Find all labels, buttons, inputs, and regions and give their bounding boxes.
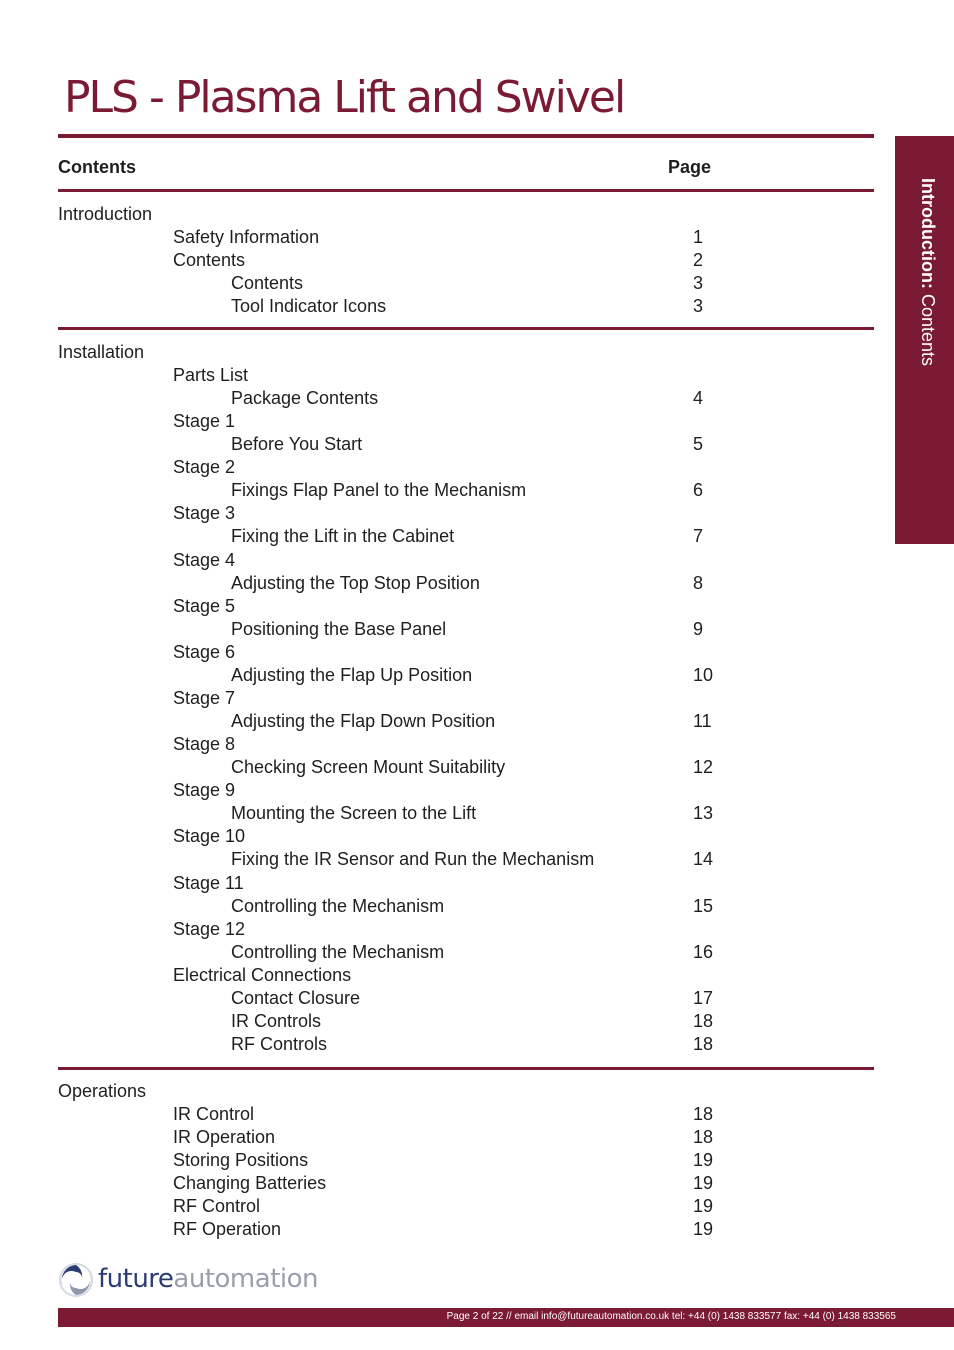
toc-entry-label: Controlling the Mechanism [231, 895, 445, 916]
footer-bar [58, 1308, 954, 1327]
section-divider [58, 1067, 874, 1070]
toc-entry-page: 19 [693, 1150, 714, 1170]
toc-entry-page: 3 [693, 296, 704, 316]
toc-entry-page: 11 [693, 711, 712, 732]
toc-entry-label: IR Controls [231, 1010, 322, 1031]
toc-entry-label: Stage 3 [173, 503, 236, 524]
toc-entry-page: 14 [693, 849, 714, 870]
company-logo [58, 1262, 318, 1302]
toc-entry-page: 9 [693, 618, 704, 639]
header-bottom-rule [58, 189, 874, 192]
toc-entry-label: Contents [231, 273, 304, 293]
toc-entry-label: Stage 9 [173, 780, 236, 801]
toc-entry-page: 10 [693, 664, 714, 685]
toc-entry-label: Package Contents [231, 388, 379, 409]
toc-entry-page: 13 [693, 803, 714, 824]
side-tab-page: Contents [918, 294, 938, 367]
toc-entry-label: Mounting the Screen to the Lift [231, 803, 477, 824]
toc-entry-page: 19 [693, 1173, 714, 1193]
toc-entry-label: Electrical Connections [173, 964, 352, 985]
toc-entry-label: Stage 7 [173, 687, 236, 708]
toc-entry-label: Tool Indicator Icons [231, 296, 387, 316]
toc-entry-label: Stage 5 [173, 595, 236, 616]
toc-entry-page: 18 [693, 1034, 714, 1055]
toc-entry-label: RF Controls [231, 1034, 328, 1055]
logo-wordmark: futureautomation [98, 1264, 318, 1294]
toc-entry-page: 18 [693, 1104, 714, 1124]
side-tab-text [917, 178, 938, 366]
toc-entry-label: IR Operation [173, 1127, 276, 1147]
toc-entry-label: Fixing the IR Sensor and Run the Mechanism [231, 849, 595, 870]
toc-entry-label: Safety Information [173, 227, 320, 247]
toc-entry-page: 8 [693, 572, 704, 593]
toc-entry-label: Adjusting the Flap Up Position [231, 664, 473, 685]
toc-entry-page: 5 [693, 434, 704, 455]
toc-entry-page: 4 [693, 388, 704, 409]
toc-entry-label: Stage 6 [173, 641, 236, 662]
toc-entry-label: Stage 10 [173, 826, 246, 847]
section-heading-label: Installation [58, 342, 145, 362]
toc-entry-page: 3 [693, 273, 704, 293]
toc-entry-page: 17 [693, 987, 714, 1008]
toc-entry-page: 2 [693, 250, 704, 270]
toc-entry-page: 16 [693, 941, 714, 962]
toc-entry-label: Stage 1 [173, 411, 236, 432]
toc-entry-label: Stage 8 [173, 734, 236, 755]
section-heading-label: Operations [58, 1081, 147, 1101]
toc-entry-page: 15 [693, 895, 714, 916]
toc-entry-label: Changing Batteries [173, 1173, 327, 1193]
section-divider [58, 327, 874, 330]
toc-entry-label: Checking Screen Mount Suitability [231, 757, 506, 778]
toc-entry-page: 19 [693, 1219, 714, 1239]
toc-entry-label: Parts List [173, 365, 249, 385]
toc-entry-label: Fixing the Lift in the Cabinet [231, 526, 455, 547]
side-tab-section: Introduction: [918, 178, 938, 289]
toc-entry-label: Stage 11 [173, 872, 244, 893]
toc-entry-label: Contact Closure [231, 987, 361, 1008]
page-column-label: Page [668, 157, 712, 177]
toc-entry-page: 18 [693, 1127, 714, 1147]
toc-entry-page: 6 [693, 480, 704, 501]
toc-entry-label: Stage 4 [173, 549, 236, 570]
toc-entry-label: Controlling the Mechanism [231, 941, 445, 962]
toc-entry-label: Stage 2 [173, 457, 236, 478]
toc-entry-label: Fixings Flap Panel to the Mechanism [231, 480, 527, 501]
logo-swirl-icon [58, 1262, 94, 1298]
section-heading-label: Introduction [58, 204, 153, 224]
toc-entry-label: Adjusting the Top Stop Position [231, 572, 480, 593]
toc-entry-label: Stage 12 [173, 918, 246, 939]
toc-entry-label: Adjusting the Flap Down Position [231, 711, 496, 732]
toc-entry-page: 12 [693, 757, 714, 778]
footer-text: Page 2 of 22 // email info@futureautomation.co.uk tel: +44 (0) 1438 833577 fax: +44 (0) 1438 833565 [446, 1311, 896, 1322]
toc-entry-label: IR Control [173, 1104, 255, 1124]
toc-entry-page: 1 [693, 227, 704, 247]
toc-header [58, 157, 874, 181]
header-top-rule [58, 134, 874, 138]
toc-entry-label: RF Control [173, 1196, 261, 1216]
toc-entry-label: Storing Positions [173, 1150, 309, 1170]
section-side-tab [895, 136, 954, 544]
toc-entry-page: 19 [693, 1196, 714, 1216]
toc-entry-label: Before You Start [231, 434, 363, 455]
toc-entry-page: 18 [693, 1010, 714, 1031]
toc-entry-label: RF Operation [173, 1219, 282, 1239]
toc-entry-page: 7 [693, 526, 704, 547]
contents-column-label: Contents [58, 157, 136, 177]
toc-entry-label: Positioning the Base Panel [231, 618, 447, 639]
toc-entry-label: Contents [173, 250, 246, 270]
document-title: PLS - Plasma Lift and Swivel [64, 72, 625, 123]
